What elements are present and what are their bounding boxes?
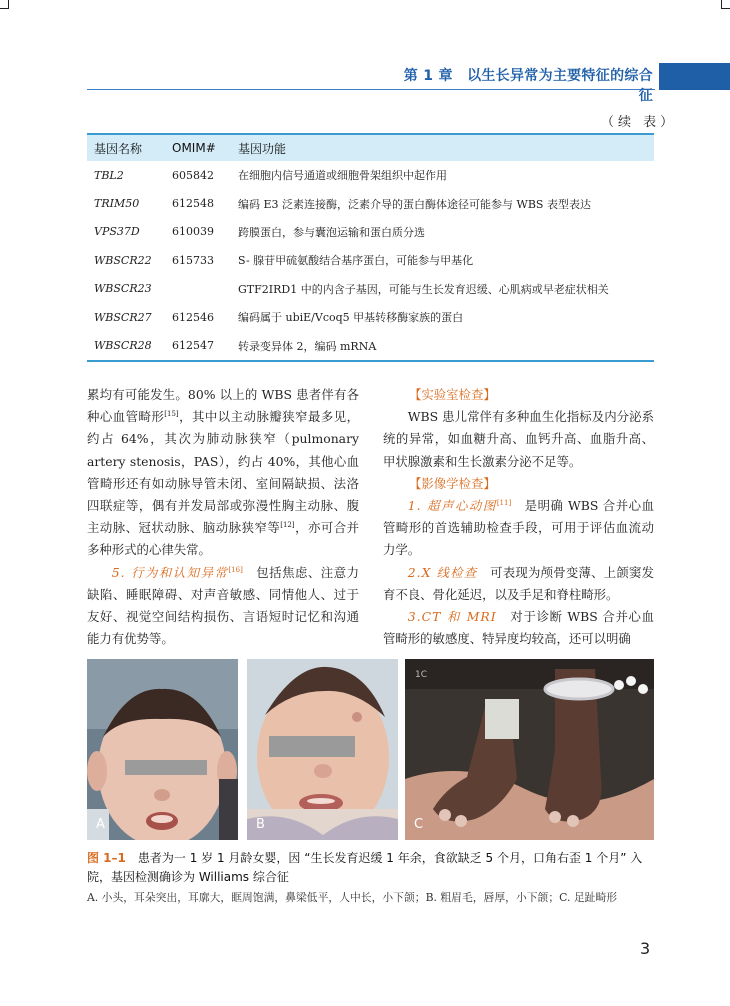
paragraph-text: 是明确 WBS 合并心血管畸形的首选辅助检查手段，可用于评估血流动力学。 (383, 498, 654, 558)
gene-name: WBSCR27 (94, 310, 152, 324)
reference-mark: [12] (280, 521, 295, 530)
gene-function: 编码属于 ubiE/Vcoq5 甲基转移酶家族的蛋白 (238, 311, 464, 325)
omim-number: 615733 (172, 253, 214, 267)
gene-function: S- 腺苷甲硫氨酸结合基序蛋白，可能参与甲基化 (238, 254, 474, 268)
patient-photo-c (405, 659, 654, 840)
table-header-row (87, 134, 654, 161)
table-row (87, 331, 654, 360)
header-omim: OMIM# (165, 134, 231, 161)
ct-mri-paragraph (383, 606, 654, 650)
table-row (87, 218, 654, 246)
photo-c-illustration (405, 659, 654, 840)
gene-name: TRIM50 (94, 197, 140, 211)
gene-name: TBL2 (94, 168, 124, 182)
table-row (87, 189, 654, 217)
echocardiography-heading: 1. 超声心动图 (407, 498, 497, 514)
photo-a-illustration (87, 659, 238, 840)
paragraph-text: 累均有可能发生。80% 以上的 WBS 患者伴有各种心血管畸形 (87, 387, 359, 425)
header-gene-function: 基因功能 (231, 134, 654, 161)
behavior-paragraph (87, 562, 359, 651)
panel-label-c: C (414, 817, 424, 832)
paragraph-text: 包括焦虑、注意力缺陷、睡眠障碍、对声音敏感、同情他人、过于友好、视觉空间结构损伤、言语短时记忆和沟通能力有优势等。 (87, 564, 360, 647)
gene-name: WBSCR28 (94, 339, 152, 353)
header-color-block (659, 63, 730, 90)
figure-number: 图 1–1 (87, 851, 126, 865)
crop-mark-top-right (721, 0, 730, 9)
patient-photo-a (87, 659, 238, 840)
panel-label-a: A (96, 817, 105, 832)
gene-name: VPS37D (94, 225, 140, 239)
gene-function: GTF2IRD1 中的内含子基因，可能与生长发育迟缓、心肌病或早老症状相关 (238, 282, 609, 296)
omim-number: 612547 (172, 339, 214, 353)
gene-function: 编码 E3 泛素连接酶，泛素介导的蛋白酶体途径可能参与 WBS 表型表达 (238, 197, 591, 211)
crop-mark-top-left (0, 0, 9, 9)
lab-exam-paragraph: WBS 患儿常伴有多种血生化指标及内分泌系统的异常，如血糖升高、血钙升高、血脂升高、甲状腺激素和生长激素分泌不足等。 (383, 409, 654, 469)
gene-function: 转录变异体 2，编码 mRNA (238, 339, 377, 353)
figure-caption (87, 849, 657, 887)
reference-mark: [15] (164, 410, 179, 419)
table-row (87, 303, 654, 331)
left-text-column (87, 384, 359, 650)
imaging-heading: 【影像学检查】 (409, 475, 496, 491)
xray-heading: 2.X 线检查 (407, 564, 478, 580)
gene-function: 在细胞内信号通道或细胞骨架组织中起作用 (238, 169, 447, 183)
reference-mark: [11] (496, 498, 512, 507)
omim-number (165, 275, 231, 303)
omim-number: 612546 (172, 310, 214, 324)
gene-name: WBSCR22 (94, 253, 152, 267)
chapter-title: 第 1 章 以生长异常为主要特征的综合征 (403, 68, 653, 104)
gene-table (87, 133, 654, 362)
omim-number: 605842 (172, 168, 214, 182)
paragraph-text: ，亦可合并多种形式的心律失常。 (87, 520, 360, 558)
paragraph-text: ，其中以主动脉瓣狭窄最多见，约占 64%，其次为肺动脉狭窄（pulmonary artery stenosis，PAS），约占 40%，其他心血管畸形还有如动脉导管未闭、室间隔缺损、法洛四联症等，偶有并发局部或弥漫性胸主动脉、腹主动脉、冠状动脉、脑动脉狭窄等 (87, 409, 360, 536)
panel-c-tag: 1C (415, 670, 428, 680)
lab-exam-heading: 【实验室检查】 (409, 387, 496, 402)
patient-photo-b (247, 659, 398, 840)
ct-mri-heading: 3.CT 和 MRI (407, 609, 497, 625)
paragraph-text: 可表现为颅骨变薄、上颌窦发育不良、骨化延迟，以及手足和脊柱畸形。 (383, 564, 654, 602)
echocardiography-paragraph (383, 495, 654, 562)
table-row (87, 246, 654, 274)
chapter-header (87, 63, 730, 104)
behavior-heading: 5. 行为和认知异常 (111, 564, 229, 580)
omim-number: 610039 (172, 225, 214, 239)
table-continued-label: （续 表） (601, 115, 678, 130)
omim-number: 612548 (172, 197, 214, 211)
reference-mark: [16] (228, 565, 243, 574)
paragraph-text: 对于诊断 WBS 合并心血管畸形的敏感度、特异度均较高，还可以明确 (383, 609, 654, 647)
gene-name: WBSCR23 (94, 282, 152, 296)
page-number: 3 (640, 939, 651, 958)
xray-paragraph (383, 562, 654, 606)
cardiovascular-paragraph (87, 384, 359, 562)
caption-text: 患者为一 1 岁 1 月龄女婴，因 “生长发育迟缓 1 年余，食欲缺乏 5 个月，口角右歪 1 个月” 入院，基因检测确诊为 Williams 综合征 (87, 851, 643, 884)
table-row (87, 161, 654, 189)
panel-label-b: B (256, 817, 265, 832)
gene-function: 跨膜蛋白，参与囊泡运输和蛋白质分选 (238, 225, 425, 239)
figure-caption-note: A. 小头，耳朵突出，耳廓大，眶周饱满，鼻梁低平，人中长，小下颌；B. 粗眉毛，唇厚，小下颌；C. 足趾畸形 (87, 891, 618, 904)
right-text-column (383, 384, 654, 650)
photo-b-illustration (247, 659, 398, 840)
header-gene-name: 基因名称 (87, 134, 165, 161)
table-row (87, 275, 654, 303)
